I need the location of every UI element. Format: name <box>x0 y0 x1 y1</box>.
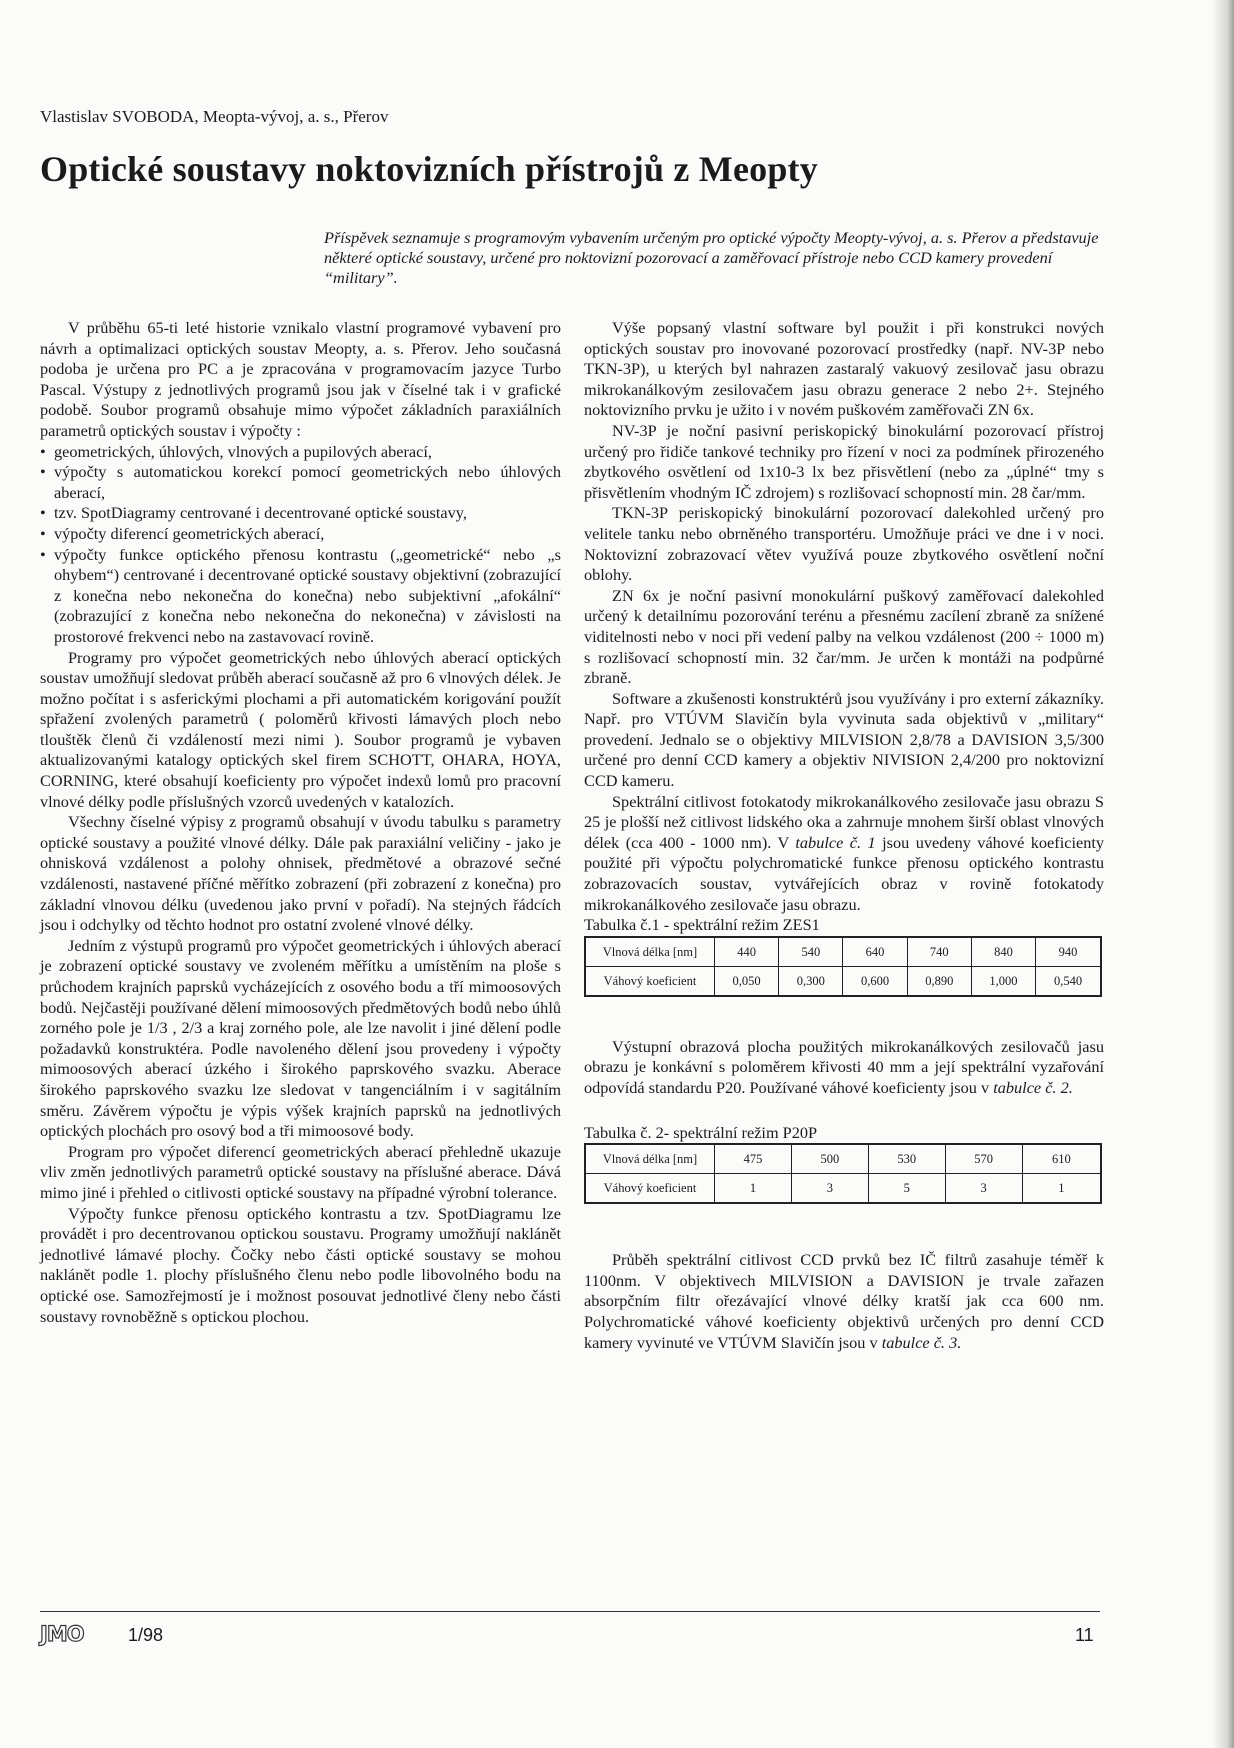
table-cell: 5 <box>868 1174 945 1204</box>
table1-caption: Tabulka č.1 - spektrální režim ZES1 <box>584 915 820 935</box>
paragraph: Výpočty funkce přenosu optického kontrastu a tzv. SpotDiagramu lze provádět i pro decentrovanou optickou soustavu. Programy umožňují naklánět jednotlivé lámavé plochy. Čočky nebo části optické soustavy se mohou naklánět podle 1. plochy příslušného členu nebo podle libovolného bodu na optické ose. Samozřejmostí je i možnost posouvat jednotlivé členy nebo části soustavy rovnoběžně s optickou plochou. <box>40 1203 561 1326</box>
paragraph: NV-3P je noční pasivní periskopický binokulární pozorovací přístroj určený pro řidiče tankové techniky pro řízení v noci za podmínek přirozeného zbytkového osvětlení od 1x10-3 lx bez přisvětlení (nebo za „úplné“ tmy s přisvětlením vhodným IČ zdrojem) s rozlišovací schopností min. 28 čar/mm. <box>584 420 1104 502</box>
table-cell: 500 <box>791 1144 868 1174</box>
table-cell: 610 <box>1022 1144 1101 1174</box>
paragraph: ZN 6x je noční pasivní monokulární puškový zaměřovací dalekohled určený k detailnímu pozorování terénu a přesnému zacílení zbraně za snížené viditelnosti nebo v noci při vedení palby na velkou vzdálenost (200 ÷ 1000 m) s rozlišovací schopností min. 32 čar/mm. Je určen k montáži na podpůrné zbraně. <box>584 585 1104 688</box>
feature-list <box>40 442 561 648</box>
table-cell: 0,890 <box>907 966 971 996</box>
paragraph: V průběhu 65-ti leté historie vznikalo vlastní programové vybavení pro návrh a optimalizaci optických soustav Meopty, a. s. Přerov. Jeho současná podoba je určena pro PC a je zpracována v programovacím jazyce Turbo Pascal. Výstupy z jednotlivých programů jsou jak v číselné tak i v grafické podobě. Soubor programů obsahuje mimo výpočet základních paraxiálních parametrů optických soustav i výpočty : <box>40 318 561 440</box>
list-item: • výpočty s automatickou korekcí pomocí geometrických nebo úhlových aberací, <box>40 462 561 503</box>
table-cell: 570 <box>945 1144 1022 1174</box>
paragraph: Všechny číselné výpisy z programů obsahují v úvodu tabulku s parametry optické soustavy a použité vlnové délky. Dále pak paraxiální veličiny - jako je ohnisková vzdálenost a polohy ohnisek, předmětové a obrazové sečné vzdálenosti, nastavené příčné měřítko zobrazení (při zobrazení z konečna) pro základní vlnovou délku (uvedenou jako první v pořadí). Na stejných řádcích jsou i odchylky od těchto hodnot pro ostatní zvolené vlnové délky. <box>40 812 561 935</box>
table-cell: Váhový koeficient <box>585 966 715 996</box>
table-reference: tabulce č. 2. <box>993 1078 1073 1097</box>
table-cell: 1 <box>1022 1174 1101 1204</box>
journal-logo: JMO <box>40 1622 84 1646</box>
table-cell: 530 <box>868 1144 945 1174</box>
paragraph: TKN-3P periskopický binokulární pozorovací dalekohled určený pro velitele tanku nebo obrněného transportéru. Umožňuje práci ve dne i v noci. Noktovizní zobrazovací větev využívá pouze zbytkového osvětlení noční oblohy. <box>584 503 1104 585</box>
table-cell: 3 <box>791 1174 868 1204</box>
table-cell: 0,300 <box>779 966 843 996</box>
paragraph-text: jsou uvedeny váhové koeficienty použité při výpočtu polychromatické funkce přenosu optického kontrastu zobrazovacích soustav, vytvářejících obraz v rovině fotokatody mikrokanálkového zesilovače jasu obrazu. <box>584 832 1105 914</box>
list-item: • tzv. SpotDiagramy centrované i decentrované optické soustavy, <box>40 503 561 524</box>
paragraph: Výše popsaný vlastní software byl použit i při konstrukci nových optických soustav pro inovované pozorovací prostředky (např. NV-3P nebo TKN-3P), u kterých byl nahrazen zastaralý vakuový zesilovač jasu obrazu mikrokanálkovým zesilovačem jasu obrazu generace 2 nebo 2+. Stejného noktovizního prvku je užito i v novém puškovém zaměřovači ZN 6x. <box>584 318 1104 420</box>
table2 <box>584 1143 1102 1204</box>
page-number: 11 <box>1075 1625 1094 1645</box>
page-edge-shadow <box>1212 0 1234 1748</box>
table-cell: 1,000 <box>971 966 1035 996</box>
paragraph <box>584 792 1104 916</box>
table-cell: Vlnová délka [nm] <box>585 1144 715 1174</box>
issue-number: 1/98 <box>128 1625 164 1645</box>
table-cell: 0,540 <box>1036 966 1101 996</box>
article-title: Optické soustavy noktovizních přístrojů z Meopty <box>40 149 818 189</box>
table-row <box>585 1144 1101 1174</box>
author-line: Vlastislav SVOBODA, Meopta-vývoj, a. s., Přerov <box>40 107 389 126</box>
table-cell: 540 <box>779 937 843 967</box>
paragraph-text: Výstupní obrazová plocha použitých mikrokanálkových zesilovačů jasu obrazu je konkávní s poloměrem křivosti 40 mm a její spektrální vyzařování odpovídá standardu P20. Používané váhové koeficienty jsou v <box>584 1036 1104 1097</box>
table-reference: tabulce č. 1 <box>795 832 876 852</box>
right-column <box>584 318 1104 1353</box>
paragraph <box>584 1037 1104 1099</box>
left-column <box>40 318 561 1327</box>
table-cell: 475 <box>715 1144 792 1174</box>
table-cell: 3 <box>945 1174 1022 1204</box>
footer-rule <box>40 1611 1100 1612</box>
table-cell: 940 <box>1036 937 1101 967</box>
table-cell: 740 <box>907 937 971 967</box>
list-item: • výpočty funkce optického přenosu kontrastu („geometrické“ nebo „s ohybem“) centrované i decentrované optické soustavy objektivní (zobrazující z konečna nebo nekonečna do konečna) nebo subjektivní „afokální“ (zobrazující z konečna nebo nekonečna do nekonečna) v závislosti na prostorové frekvenci nebo na zastavovací rovině. <box>40 545 561 648</box>
table-row <box>585 937 1101 967</box>
table1 <box>584 936 1102 997</box>
table-cell: 0,050 <box>715 966 779 996</box>
paragraph: Software a zkušenosti konstruktérů jsou využívány i pro externí zákazníky. Např. pro VTÚVM Slavičín byla vyvinuta sada objektivů v „military“ provedení. Jednalo se o objektivy MILVISION 2,8/78 a DAVISION 3,5/300 určené pro denní CCD kamery a objektiv NIVISION 2,4/200 pro noktovizní CCD kameru. <box>584 688 1104 791</box>
paragraph-text: Průběh spektrální citlivost CCD prvků bez IČ filtrů zasahuje téměř k 1100nm. V objektivech MILVISION a DAVISION je trvale zařazen absorpčním filtr ořezávající vlnové délky kratší jak cca 600 nm. Polychromatické váhové koeficienty objektivů určených pro denní CCD kamery vyvinuté ve VTÚVM Slavičín jsou v <box>584 1250 1104 1352</box>
table-row <box>585 966 1101 996</box>
table-cell: Váhový koeficient <box>585 1174 715 1204</box>
list-item: • geometrických, úhlových, vlnových a pupilových aberací, <box>40 442 561 463</box>
table-cell: 840 <box>971 937 1035 967</box>
paragraph <box>584 1250 1104 1353</box>
table2-caption: Tabulka č. 2- spektrální režim P20P <box>584 1122 818 1142</box>
list-item: • výpočty diferencí geometrických aberací, <box>40 524 561 545</box>
table-cell: 1 <box>715 1174 792 1204</box>
paragraph: Program pro výpočet diferencí geometrických aberací přehledně ukazuje vliv změn jednotlivých parametrů optické soustavy na příslušné aberace. Dává mimo jiné i přehled o citlivosti optické soustavy na případné výrobní tolerance. <box>40 1141 561 1202</box>
abstract: Příspěvek seznamuje s programovým vybavením určeným pro optické výpočty Meopty-vývoj, a. s. Přerov a představuje některé optické soustavy, určené pro noktovizní pozorovací a zaměřovací přístroje nebo CCD kamery provedení “military”. <box>324 228 1099 287</box>
table-cell: 0,600 <box>843 966 907 996</box>
paragraph: Jedním z výstupů programů pro výpočet geometrických i úhlových aberací je zobrazení optické soustavy ve zvoleném měřítku a umístěním na ploše s průchodem krajních paprsků vycházejících z osového bodu a tří mimoosových bodů. Nejčastěji používané dělení mimoosových předmětových bodů nebo úhlů zorného pole je 1/3 , 2/3 a kraj zorného pole, ale lze navolit i jiné dělení podle požadavků konstruktéra. Podle navoleného dělení jsou provedeny i výpočty mimoosových aberací úzkého i širokého paprskového svazku. Aberace širokého paprskového svazku lze sledovat v tangenciálním i v sagitálním směru. Závěrem výpočtu je výpis výšek krajních paprsků na jednotlivých optických plochách pro osový bod a tři mimoosové body. <box>40 935 561 1141</box>
paragraph-text: Spektrální citlivost fotokatody mikrokanálkového zesilovače jasu obrazu S 25 je plošší než citlivost lidského oka a zahrnuje mnohem širší oblast vlnových délek (cca 400 - 1000 nm). V <box>584 791 1104 852</box>
table-cell: Vlnová délka [nm] <box>585 937 715 967</box>
table-row <box>585 1174 1101 1204</box>
table-cell: 640 <box>843 937 907 967</box>
paragraph: Programy pro výpočet geometrických nebo úhlových aberací optických soustav umožňují sledovat průběh aberací současně až pro 6 vlnových délek. Je možno počítat i s asferickými plochami a při automatickém korigování použít spřažení zvolených parametrů ( poloměrů křivosti lámavých ploch nebo tlouštěk členů či vzdáleností mezi nimi ). Soubor programů je vybaven aktualizovanými katalogy optických skel firem SCHOTT, OHARA, HOYA, CORNING, které obsahují koeficienty pro výpočet indexů lomů pro pracovní vlnové délky podle příslušných vzorců uvedených v katalozích. <box>40 647 561 811</box>
table-cell: 440 <box>715 937 779 967</box>
table-reference: tabulce č. 3. <box>881 1332 962 1352</box>
